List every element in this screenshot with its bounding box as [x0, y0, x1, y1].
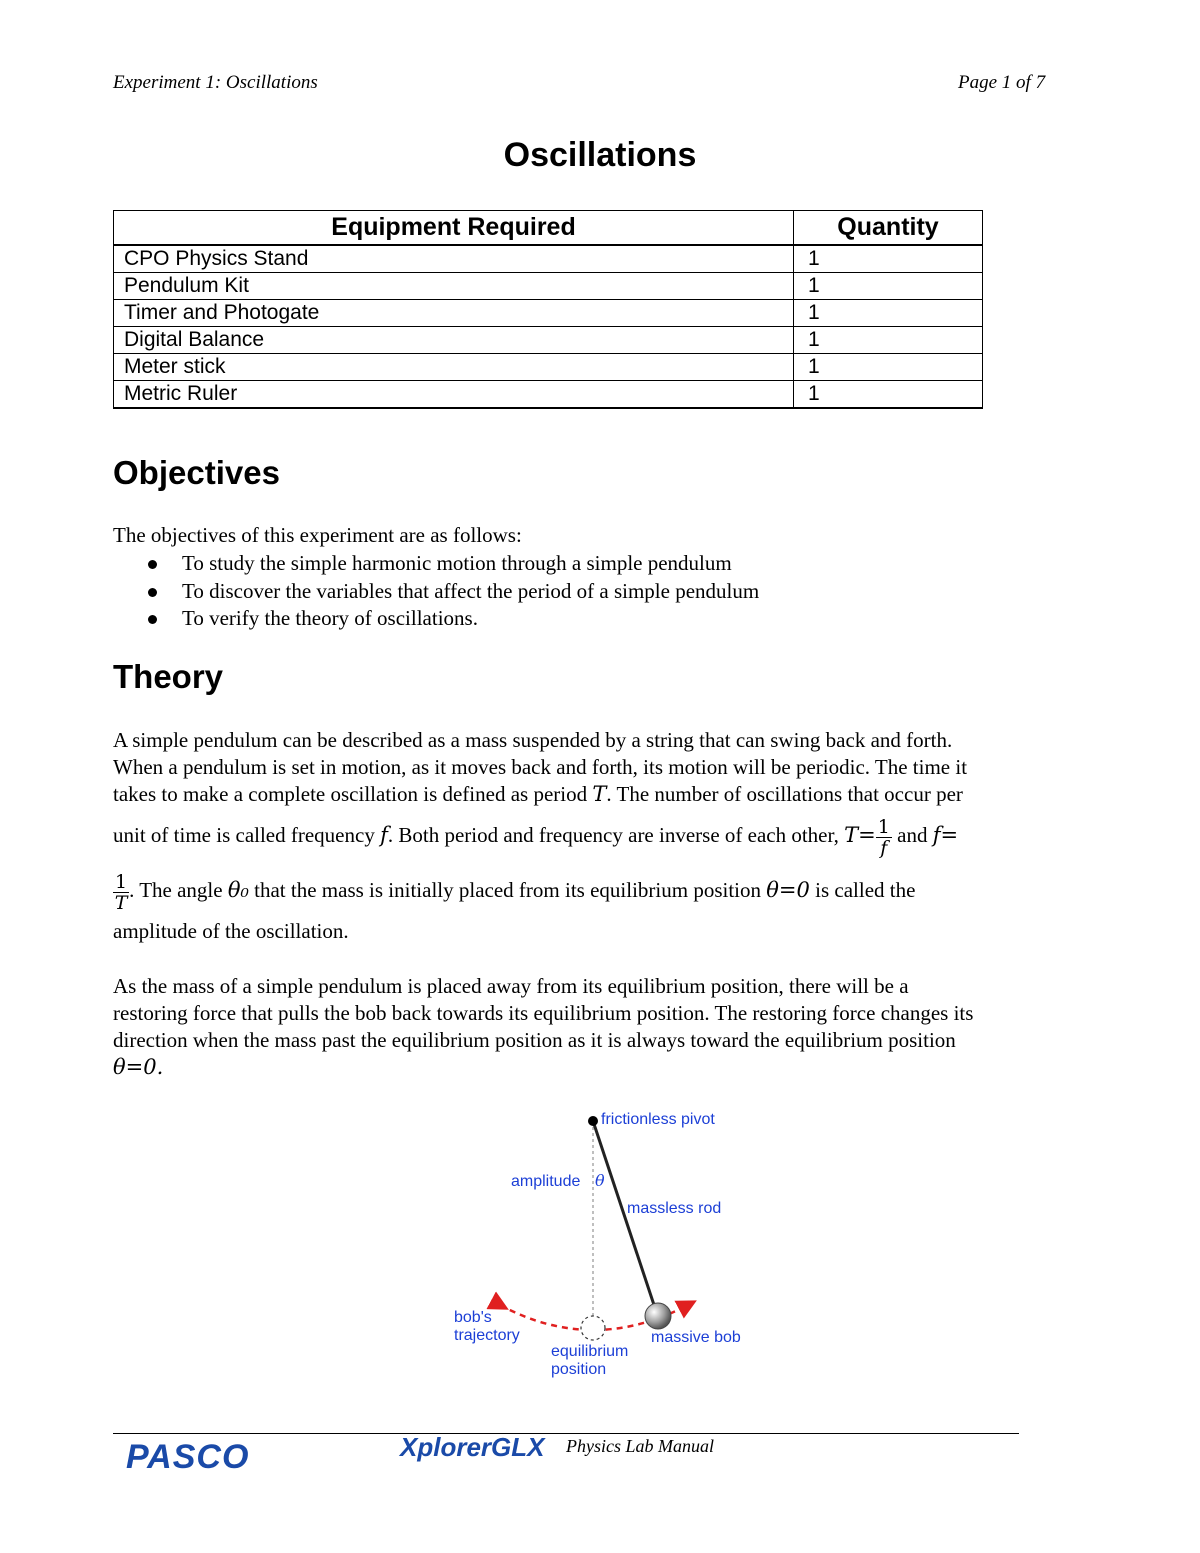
trajectory-label-1: bob's	[454, 1309, 492, 1326]
theory-heading: Theory	[113, 658, 224, 695]
fraction-one-over-f	[876, 817, 892, 858]
equilibrium-label-1: equilibrium	[551, 1343, 629, 1360]
theory-text: . The number of oscillations that occur per	[606, 782, 963, 806]
bullet-icon	[148, 615, 157, 624]
equipment-item: Digital Balance	[114, 327, 794, 354]
xplorer-glx-logo: XplorerGLX	[400, 1432, 545, 1462]
quantity-col-header: Quantity	[794, 211, 983, 246]
fraction-numerator: 1	[115, 870, 128, 893]
equilibrium-label-2: position	[551, 1361, 607, 1378]
bullet-icon	[148, 560, 157, 569]
list-item	[140, 578, 759, 606]
fraction-denominator: T	[114, 891, 128, 914]
theory-text: is called the	[809, 878, 916, 902]
equipment-item: Meter stick	[114, 354, 794, 381]
objectives-intro: The objectives of this experiment are as follows:	[113, 523, 522, 547]
list-item	[140, 605, 759, 633]
theory-text: takes to make a complete oscillation is defined as period	[113, 782, 593, 806]
theory-text: . Both period and frequency are inverse of each other,	[387, 823, 845, 847]
theory-line: amplitude of the oscillation.	[113, 919, 349, 943]
bob-label: massive bob	[651, 1329, 741, 1346]
theory-text: that the mass is initially placed from its equilibrium position	[248, 878, 767, 902]
table-row	[114, 381, 983, 409]
equation-f: f=	[932, 823, 959, 847]
theory-line: A simple pendulum can be described as a mass suspended by a string that can swing back and forth.	[113, 728, 953, 752]
pivot-point	[588, 1116, 598, 1126]
frequency-symbol: f	[380, 823, 388, 847]
document-title: Oscillations	[503, 136, 697, 174]
theta-equilibrium: θ=0	[766, 878, 810, 902]
equipment-item: Metric Ruler	[114, 381, 794, 409]
equipment-qty: 1	[794, 327, 983, 354]
fraction-one-over-T	[113, 872, 129, 913]
equipment-qty: 1	[794, 381, 983, 409]
footer-manual-title: Physics Lab Manual	[566, 1436, 714, 1456]
equipment-qty: 1	[794, 354, 983, 381]
table-row	[114, 354, 983, 381]
amplitude-label: amplitude	[511, 1173, 581, 1190]
list-item	[140, 550, 759, 578]
equation-T: T=	[844, 823, 876, 847]
theta-label: θ	[595, 1171, 605, 1190]
theta-zero-symbol: θ₀	[227, 878, 249, 902]
fraction-numerator: 1	[877, 815, 890, 838]
equipment-qty: 1	[794, 300, 983, 327]
equipment-item: Pendulum Kit	[114, 273, 794, 300]
theory-text: unit of time is called frequency	[113, 823, 381, 847]
massive-bob	[645, 1303, 671, 1329]
theory-line	[113, 781, 963, 808]
equipment-qty: 1	[794, 273, 983, 300]
pendulum-diagram	[440, 1100, 780, 1390]
theory-line: As the mass of a simple pendulum is placed away from its equilibrium position, there will be a	[113, 974, 909, 998]
period-symbol: T	[592, 782, 607, 806]
pasco-logo: PASCO	[126, 1438, 250, 1476]
theory-text: and	[891, 823, 933, 847]
equipment-item: Timer and Photogate	[114, 300, 794, 327]
bullet-icon	[148, 588, 157, 597]
trajectory-label-2: trajectory	[454, 1327, 520, 1344]
equipment-item: CPO Physics Stand	[114, 245, 794, 273]
objectives-list	[140, 550, 759, 633]
theory-line: When a pendulum is set in motion, as it moves back and forth, its motion will be periodic. The time it	[113, 755, 968, 779]
massless-rod	[593, 1121, 657, 1314]
table-row	[114, 327, 983, 354]
table-row	[114, 245, 983, 273]
equipment-table	[113, 210, 983, 409]
equipment-col-header: Equipment Required	[114, 211, 794, 246]
table-row	[114, 273, 983, 300]
theory-text: . The angle	[129, 878, 228, 902]
objective-text: To study the simple harmonic motion through a simple pendulum	[182, 551, 732, 575]
theory-line: θ=0.	[113, 1055, 164, 1079]
theory-line	[113, 810, 958, 860]
equilibrium-position-marker	[581, 1316, 605, 1340]
equipment-header-row	[114, 211, 983, 246]
fraction-denominator: f	[880, 836, 888, 859]
objective-text: To verify the theory of oscillations.	[182, 606, 478, 630]
theory-line: direction when the mass past the equilibrium position as it is always toward the equilibrium position	[113, 1028, 956, 1052]
header-page-number: Page 1 of 7	[958, 72, 1046, 93]
rod-label: massless rod	[627, 1200, 722, 1217]
theory-line	[113, 866, 915, 914]
equipment-qty: 1	[794, 245, 983, 273]
footer-divider	[113, 1433, 1019, 1434]
table-row	[114, 300, 983, 327]
theory-line: restoring force that pulls the bob back towards its equilibrium position. The restoring force changes its	[113, 1001, 974, 1025]
header-left: Experiment 1: Oscillations	[113, 72, 318, 93]
pivot-label: frictionless pivot	[601, 1111, 715, 1128]
objective-text: To discover the variables that affect the period of a simple pendulum	[182, 578, 760, 603]
objectives-heading: Objectives	[113, 454, 280, 491]
